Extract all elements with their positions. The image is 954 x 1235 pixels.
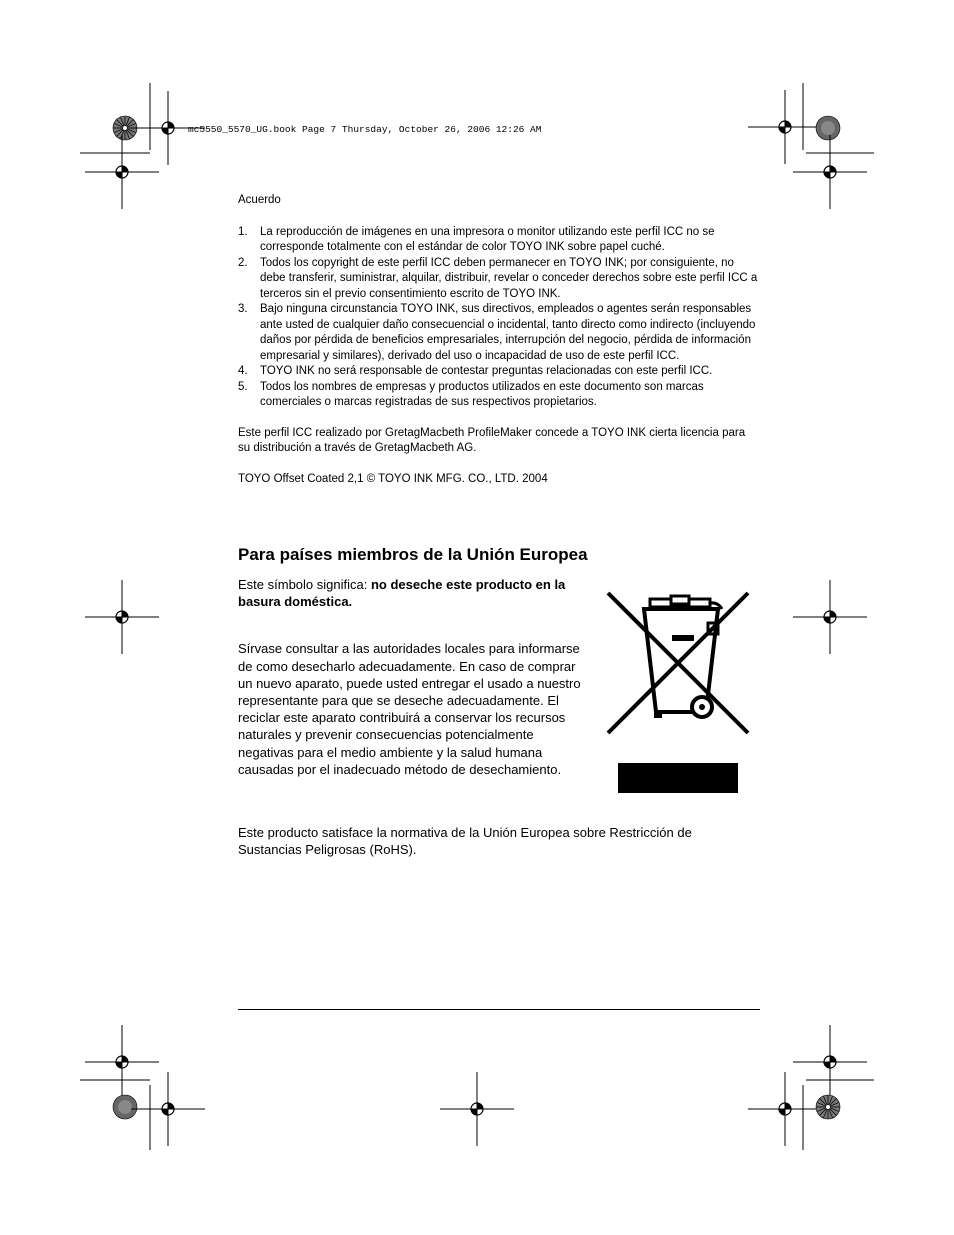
weee-black-bar <box>618 763 738 793</box>
eu-section-heading: Para países miembros de la Unión Europea <box>238 545 588 564</box>
list-number: 5. <box>238 380 248 393</box>
agreement-section <box>238 193 760 487</box>
agreement-list <box>238 225 760 411</box>
symbol-intro: Este símbolo significa: <box>238 577 371 592</box>
list-item <box>238 380 760 411</box>
list-item <box>238 302 760 364</box>
list-number: 3. <box>238 303 248 315</box>
footer-rule <box>238 1009 760 1010</box>
agreement-title: Acuerdo <box>238 194 281 206</box>
print-header: mc5550_5570_UG.book Page 7 Thursday, October 26, 2006 12:26 AM <box>188 124 542 135</box>
copyright-line: TOYO Offset Coated 2,1 © TOYO INK MFG. CO., LTD. 2004 <box>238 472 548 485</box>
list-number: 2. <box>238 256 248 269</box>
list-number: 1. <box>238 225 248 238</box>
list-number: 4. <box>238 365 248 377</box>
symbol-meaning <box>238 576 588 610</box>
disposal-instructions: Sírvase consultar a las autoridades locales para informarse de como desecharlo adecuadamente. En caso de comprar un nuevo aparato, puede usted entregar el usado a nuestro representante para que se deseche adecuadamente. El reciclar este aparato contribuirá a conservar los recursos naturales y prevenir consecuencias potencialmente negativas para el medio ambiente y la salud humana causadas por el inadecuado método de desechamiento. <box>238 641 581 777</box>
list-text: Bajo ninguna circunstancia TOYO INK, sus directivos, empleados o agentes serán responsables ante usted de cualquier daño consecuencial o incidental, tanto directo como indirecto (incluyendo daños por pérdida de beneficios empresariales, interrupción del negocio, pérdida de información empresarial y similares), derivado del uso o incapacidad de uso de este perfil ICC. <box>260 303 756 362</box>
symbol-warning: no deseche este producto en la basura doméstica. <box>238 577 566 610</box>
list-text: Todos los nombres de empresas y productos utilizados en este documento son marcas comerciales o marcas registradas de sus respectivos propietarios. <box>260 380 704 408</box>
list-text: La reproducción de imágenes en una impresora o monitor utilizando este perfil ICC no se corresponde totalmente con el estándar de color TOYO INK sobre papel cuché. <box>260 225 715 253</box>
list-text: Todos los copyright de este perfil ICC deben permanecer en TOYO INK; por consiguiente, no debe transferir, suministrar, alquilar, distribuir, revelar o conceder derechos sobre este perfil ICC a terceros sin el previo consentimiento escrito de TOYO INK. <box>260 256 758 300</box>
license-note: Este perfil ICC realizado por GretagMacbeth ProfileMaker concede a TOYO INK cierta licencia para su distribución a través de GretagMacbeth AG. <box>238 426 746 454</box>
list-item <box>238 225 760 256</box>
list-text: TOYO INK no será responsable de contestar preguntas relacionadas con este perfil ICC. <box>260 365 713 377</box>
list-item <box>238 364 760 380</box>
eu-section-text <box>238 576 588 778</box>
list-item <box>238 256 760 303</box>
rohs-statement: Este producto satisface la normativa de la Unión Europea sobre Restricción de Sustancias Peligrosas (RoHS). <box>238 825 692 858</box>
crossed-out-wheelie-bin-icon <box>600 585 755 737</box>
